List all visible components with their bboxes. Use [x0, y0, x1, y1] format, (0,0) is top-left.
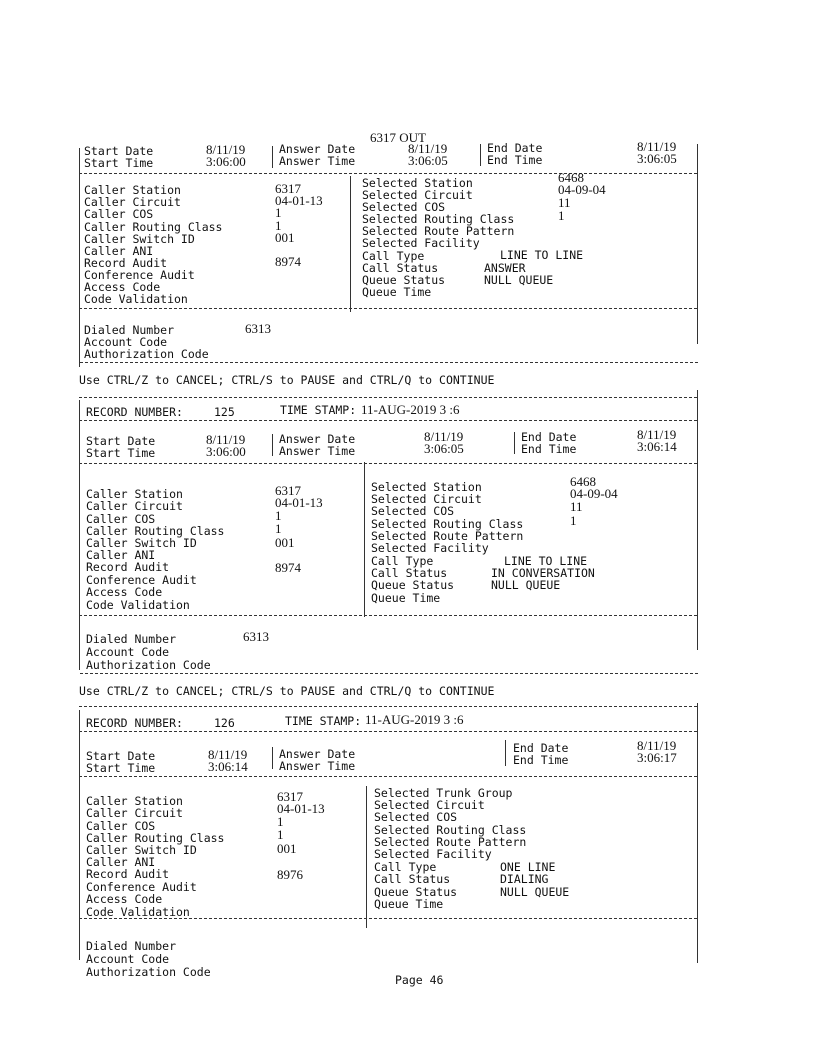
- selected-label: Call Type: [374, 860, 437, 874]
- selected-value: 04-09-04: [570, 486, 618, 501]
- record-number-value: 126: [214, 716, 235, 730]
- start-time-label: Start Time: [86, 446, 156, 460]
- selected-value: DIALING: [500, 872, 549, 886]
- selected-value: NULL QUEUE: [500, 885, 570, 899]
- selected-label: Call Status: [371, 566, 448, 580]
- time-stamp-value: 11-AUG-2019 3 :6: [361, 402, 460, 417]
- divider: [79, 706, 697, 707]
- box-right-border: [697, 390, 698, 650]
- caller-value: 1: [275, 218, 282, 233]
- answer-date-label: Answer Date: [279, 747, 356, 761]
- date-divider-2: [480, 144, 481, 166]
- caller-label: Code Validation: [86, 905, 190, 919]
- dialed-number-value: 6313: [245, 321, 271, 336]
- page-number: Page 46: [395, 973, 444, 987]
- selected-label: Selected Facility: [362, 236, 480, 250]
- caller-value: 6317: [277, 789, 303, 804]
- selected-label: Selected Trunk Group: [374, 786, 513, 800]
- selected-label: Selected Facility: [374, 847, 492, 861]
- answer-time-label: Answer Time: [279, 444, 356, 458]
- box-right-border: [697, 144, 698, 344]
- caller-label: Access Code: [86, 892, 163, 906]
- selected-label: Queue Time: [371, 591, 441, 605]
- selected-label: Queue Status: [374, 885, 458, 899]
- selected-label: Selected COS: [371, 504, 455, 518]
- divider: [79, 173, 697, 174]
- end-time-label: End Time: [521, 442, 577, 456]
- record-title: 6317 OUT: [370, 130, 426, 145]
- caller-value: 1: [275, 521, 282, 536]
- caller-label: Access Code: [84, 280, 161, 294]
- caller-label: Caller COS: [84, 207, 154, 221]
- selected-value: NULL QUEUE: [484, 273, 554, 287]
- selected-label: Call Status: [374, 872, 451, 886]
- selected-label: Queue Status: [371, 578, 455, 592]
- selected-label: Selected Circuit: [374, 798, 485, 812]
- end-time-label: End Time: [513, 753, 569, 767]
- record-number-label: RECORD NUMBER:: [86, 716, 183, 730]
- record-number-value: 125: [214, 405, 235, 419]
- answer-date-value: 8/11/19: [424, 429, 464, 444]
- divider: [79, 731, 697, 732]
- caller-value: 1: [275, 205, 282, 220]
- caller-value: 1: [275, 508, 282, 523]
- caller-value: 001: [277, 841, 297, 856]
- start-time-label: Start Time: [84, 156, 154, 170]
- caller-value: 1: [277, 814, 284, 829]
- selected-label: Call Type: [362, 249, 425, 263]
- divider: [79, 918, 697, 919]
- caller-value: 04-01-13: [275, 495, 323, 510]
- caller-label: Caller ANI: [86, 855, 156, 869]
- dialed-number-label: Dialed Number: [86, 632, 177, 646]
- dialed-number-value: 6313: [243, 629, 269, 644]
- selected-value: 11: [570, 499, 583, 514]
- start-date-value: 8/11/19: [206, 142, 246, 157]
- dialed-number-label: Dialed Number: [86, 939, 177, 953]
- cancel-instructions: Use CTRL/Z to CANCEL; CTRL/S to PAUSE and CTRL/Q to CONTINUE: [79, 684, 495, 698]
- date-divider-1: [272, 747, 273, 769]
- caller-label: Caller Station: [86, 794, 183, 808]
- date-divider-1: [272, 146, 273, 168]
- end-date-value: 8/11/19: [637, 427, 677, 442]
- caller-label: Caller ANI: [84, 244, 154, 258]
- answer-date-label: Answer Date: [279, 432, 356, 446]
- caller-label: Caller Circuit: [84, 195, 181, 209]
- caller-label: Record Audit: [84, 256, 168, 270]
- account-code-label: Account Code: [84, 335, 168, 349]
- caller-value: 04-01-13: [275, 193, 323, 208]
- caller-label: Caller Circuit: [86, 806, 183, 820]
- selected-value: 04-09-04: [558, 182, 606, 197]
- account-code-label: Account Code: [86, 952, 170, 966]
- record-number-label: RECORD NUMBER:: [86, 405, 183, 419]
- caller-label: Caller Switch ID: [86, 843, 197, 857]
- authorization-code-label: Authorization Code: [86, 965, 211, 979]
- box-left-border: [79, 400, 80, 670]
- answer-time-label: Answer Time: [279, 759, 356, 773]
- dialed-number-label: Dialed Number: [84, 323, 175, 337]
- answer-time-value: 3:06:05: [408, 153, 448, 168]
- authorization-code-label: Authorization Code: [84, 347, 209, 361]
- caller-value: 001: [275, 230, 295, 245]
- caller-label: Caller Switch ID: [86, 536, 197, 550]
- selected-value: IN CONVERSATION: [491, 566, 595, 580]
- caller-label: Record Audit: [86, 560, 170, 574]
- caller-label: Record Audit: [86, 867, 170, 881]
- caller-label: Caller Switch ID: [84, 232, 195, 246]
- selected-value: LINE TO LINE: [500, 248, 584, 262]
- selected-label: Call Status: [362, 261, 439, 275]
- date-divider-2: [514, 432, 515, 454]
- caller-label: Access Code: [86, 585, 163, 599]
- caller-label: Caller Station: [86, 487, 183, 501]
- selected-value: 6468: [558, 170, 584, 185]
- selected-label: Selected COS: [362, 200, 446, 214]
- caller-value: 04-01-13: [277, 801, 325, 816]
- selected-label: Selected Route Pattern: [374, 835, 527, 849]
- selected-label: Selected Route Pattern: [362, 224, 515, 238]
- caller-label: Caller Circuit: [86, 499, 183, 513]
- selected-label: Selected Route Pattern: [371, 529, 524, 543]
- cancel-instructions: Use CTRL/Z to CANCEL; CTRL/S to PAUSE and CTRL/Q to CONTINUE: [79, 373, 495, 387]
- end-time-value: 3:06:05: [637, 151, 677, 166]
- start-time-value: 3:06:00: [206, 444, 246, 459]
- selected-label: Selected Routing Class: [371, 517, 524, 531]
- divider: [79, 776, 697, 777]
- start-time-value: 3:06:14: [208, 759, 248, 774]
- start-time-value: 3:06:00: [206, 154, 246, 169]
- caller-label: Caller COS: [86, 819, 156, 833]
- column-divider: [364, 462, 365, 617]
- selected-label: Selected COS: [374, 810, 458, 824]
- caller-label: Caller Routing Class: [86, 831, 225, 845]
- authorization-code-label: Authorization Code: [86, 658, 211, 672]
- start-date-label: Start Date: [86, 434, 156, 448]
- caller-value: 6317: [275, 181, 301, 196]
- divider: [80, 673, 698, 674]
- caller-label: Caller COS: [86, 512, 156, 526]
- end-date-label: End Date: [521, 430, 577, 444]
- caller-value: 001: [275, 535, 295, 550]
- caller-value: 1: [277, 827, 284, 842]
- selected-value: 1: [570, 513, 577, 528]
- end-date-value: 8/11/19: [637, 139, 677, 154]
- selected-label: Queue Status: [362, 273, 446, 287]
- selected-label: Selected Circuit: [371, 492, 482, 506]
- end-date-label: End Date: [513, 741, 569, 755]
- end-date-label: End Date: [487, 141, 543, 155]
- answer-date-value: 8/11/19: [408, 141, 448, 156]
- selected-label: Selected Facility: [371, 541, 489, 555]
- selected-label: Selected Station: [362, 176, 473, 190]
- divider: [79, 463, 697, 464]
- selected-value: NULL QUEUE: [491, 578, 561, 592]
- column-divider: [366, 786, 367, 928]
- caller-value: 8974: [275, 560, 301, 575]
- end-date-value: 8/11/19: [637, 738, 677, 753]
- selected-value: ANSWER: [484, 261, 526, 275]
- time-stamp-value: 11-AUG-2019 3 :6: [365, 712, 464, 727]
- divider: [79, 397, 697, 398]
- selected-label: Call Type: [371, 554, 434, 568]
- account-code-label: Account Code: [86, 645, 170, 659]
- divider: [80, 362, 698, 363]
- box-right-border: [697, 703, 698, 963]
- selected-value: LINE TO LINE: [504, 554, 588, 568]
- start-date-value: 8/11/19: [206, 432, 246, 447]
- answer-time-value: 3:06:05: [424, 441, 464, 456]
- answer-time-label: Answer Time: [279, 154, 356, 168]
- selected-value: 1: [558, 208, 565, 223]
- divider: [79, 615, 697, 616]
- box-left-border: [79, 148, 80, 367]
- start-date-label: Start Date: [86, 749, 156, 763]
- date-divider-1: [272, 434, 273, 456]
- caller-label: Caller Station: [84, 183, 181, 197]
- divider: [79, 308, 697, 309]
- selected-label: Queue Time: [362, 285, 432, 299]
- selected-label: Selected Station: [371, 480, 482, 494]
- caller-value: 6317: [275, 483, 301, 498]
- start-time-label: Start Time: [86, 761, 156, 775]
- selected-value: 6468: [570, 474, 596, 489]
- answer-date-label: Answer Date: [279, 142, 356, 156]
- box-left-border: [79, 710, 80, 960]
- selected-label: Queue Time: [374, 897, 444, 911]
- end-time-value: 3:06:17: [637, 750, 677, 765]
- caller-label: Caller Routing Class: [86, 524, 225, 538]
- selected-label: Selected Circuit: [362, 188, 473, 202]
- caller-label: Conference Audit: [86, 573, 197, 587]
- column-divider: [350, 176, 351, 312]
- time-stamp-label: TIME STAMP:: [280, 403, 357, 417]
- caller-label: Conference Audit: [86, 880, 197, 894]
- selected-label: Selected Routing Class: [374, 823, 527, 837]
- end-time-value: 3:06:14: [637, 439, 677, 454]
- start-date-value: 8/11/19: [208, 747, 248, 762]
- caller-value: 8974: [275, 254, 301, 269]
- time-stamp-label: TIME STAMP:: [285, 714, 362, 728]
- selected-label: Selected Routing Class: [362, 212, 515, 226]
- caller-label: Caller Routing Class: [84, 220, 223, 234]
- divider: [79, 420, 697, 421]
- caller-label: Code Validation: [86, 598, 190, 612]
- date-divider-2: [505, 740, 506, 766]
- start-date-label: Start Date: [84, 144, 154, 158]
- caller-value: 8976: [277, 867, 303, 882]
- selected-value: ONE LINE: [500, 860, 556, 874]
- end-time-label: End Time: [487, 153, 543, 167]
- selected-value: 11: [558, 195, 571, 210]
- caller-label: Code Validation: [84, 292, 188, 306]
- caller-label: Caller ANI: [86, 548, 156, 562]
- caller-label: Conference Audit: [84, 268, 195, 282]
